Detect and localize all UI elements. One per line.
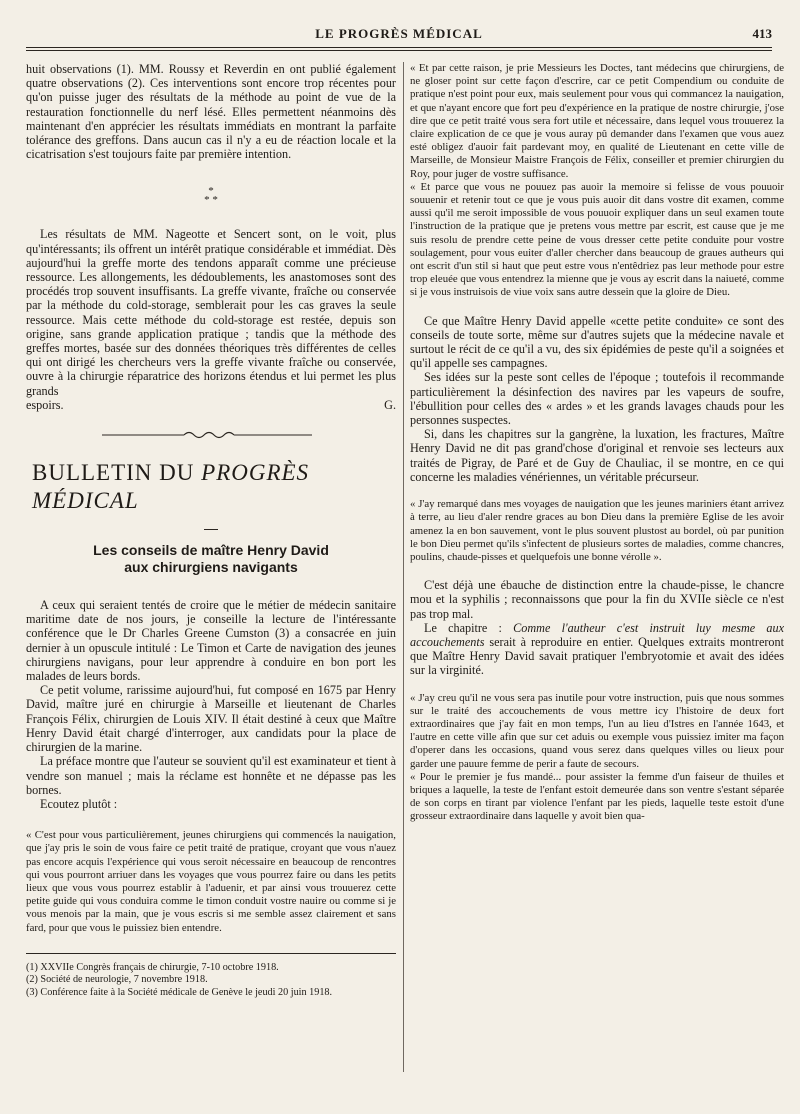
footnote-rule <box>26 953 396 954</box>
paragraph: Ecoutez plutôt : <box>40 796 118 811</box>
paragraph: Ses idées sur la peste sont celles de l'époque ; toutefois il recommande particulièrement la désinfection des navires par les vapeurs de soufre, l'ébullition pour celles des « ardes » et les grands lavages chauds pour les personnes suspectes. <box>410 370 784 428</box>
paragraph-end: espoirs. <box>26 397 64 412</box>
paragraph: Le chapitre : Comme l'autheur c'est instruit luy mesme aux accouchements serait à reproduire en entier. Quelques extraits montreront que Maître Henry David savait pratiquer l'embryotomie et avait des idées sur la virginité. <box>410 620 784 678</box>
footnote: (3) Conférence faite à la Société médicale de Genève le jeudi 20 juin 1918. <box>26 986 333 998</box>
footnote: (1) XXVIIe Congrès français de chirurgie, 7-10 octobre 1918. <box>26 961 279 973</box>
quotation: « C'est pour vous particulièrement, jeunes chirurgiens qui commencés la nauigation, que j'ay pris le soin de vous faire ce petit traité de pratique, croyant que vous n'auez pas encore acquis l'expérience qui vous seroit nécessaire en beaucoup de rencontres qui vous pourront arriuer dans les voyages que vous pourrez faire ou dans les petits lieux que vous vous pourrez establir à l'aduenir, et par ainsi vous trouuerez cette petite guide qui vous conduira comme le timon conduit vostre nauire ou comme si je vous menois par la main, que je vous escris si me semble assez clairement et sans fard, pour que vous le puissiez bien entendre. <box>26 829 396 934</box>
footnote: (2) Société de neurologie, 7 novembre 1918. <box>26 974 208 986</box>
heading-dash <box>204 529 218 530</box>
quotation: « J'ay remarqué dans mes voyages de nauigation que les jeunes mariniers étant arrivez à terre, au lieu d'aler rendre graces au bon Dieu dans la première Eglise de les avoir amenez la en bon sauvement, vont le plus souvent plustost au bordel, où par punition le bon Dieu permet qu'ils s'infectent de plusieurs sortes de maladies, comme chancres, poulins, chaude-pisses et quelquefois une bonne vérolle ». <box>410 498 784 563</box>
left-column <box>26 62 396 1092</box>
paragraph: Ce que Maître Henry David appelle «cette petite conduite» ce sont des conseils de toute sorte, même sur d'autres sujets que la médecine navale et surtout le récit de ce qu'il a vu, des six épidémies de peste qu'il a soignées et qu'il appelle ses campagnes. <box>410 313 784 371</box>
quotation: « J'ay creu qu'il ne vous sera pas inutile pour votre instruction, puis que nous sommes sur le traité des accouchements de vous mettre icy l'histoire de deux fort extraordinaires que j'ay fait en mon temps, l'un au lieu d'Istres en l'année 1643, et l'autre en cette ville afin que sur cet aduis ou exemple vous puissiez imiter ma façon d'operer dans les occasions, quand vous serez dans quelques villes ou lieux pour garder une pauure femme de perir a faute de secours. <box>410 691 784 770</box>
quotation: « Et par cette raison, je prie Messieurs les Doctes, tant médecins que chirurgiens, de ne gloser point sur cette façon d'escrire, car ce petit Compendium ou conduite de pratique n'est point pour eux, mais seulement pour vous qui commancez la nauigation, et que n'ayant encore que fort peu d'expérience en la pratique de nostre chirurgie, j'ose dire que ce petit traité vous sera fort utile et nécessaire, dans lequel vous trouuerez la claire explication de ce que je vous auray pû demander dans l'examen que vous auez esté obligez d'auoir fait pardevant moy, en qualité de Lieutenant en cette ville de Marseille, de Monsieur Maistre François de Félix, conseiller et premier chirurgien du Roy, pour juger de vostre suffisance. <box>410 62 784 180</box>
paragraph: Les résultats de MM. Nageotte et Sencert sont, on le voit, plus qu'intéressants; ils offrent un intérêt pratique considérable et immédiat. Dès aujourd'hui la greffe morte des tendons apparaît comme une précieuse ressource. Les allongements, les dédoublements, les anastomoses sont des procédés trop souvent insuffisants. La greffe vivante, fraîche ou conservée par la méthode du cold-storage, semblerait pour les cas graves la seule ressource. Mais cette méthode du cold-storage est restée, depuis son origine, sans grande application pratique ; tandis que la méthode des greffes mortes, basée sur des données théoriques très différentes de celles qui ont dirigé les chercheurs vers la greffe vivante fraîche ou conservée, ouvre à la chirurgie réparatrice des horizons étendus et lui permet les plus grands <box>26 227 396 398</box>
journal-title: LE PROGRÈS MÉDICAL <box>315 26 483 41</box>
paragraph: Si, dans les chapitres sur la gangrène, la luxation, les fractures, Maître Henry David ne dit pas grand'chose d'original et renvoie ses lecteurs aux traités de Pigray, de Paré et de Guy de Chauliac, il se montre, en ce qui concerne les maladies vénériennes, un véritable précurseur. <box>410 427 784 484</box>
article-title: Les conseils de maître Henry David aux chirurgiens navigants <box>93 542 329 576</box>
paragraph: La préface montre que l'auteur se souvient qu'il est examinateur et tient à vendre son manuel ; mais la réclame est honnête et ne dépasse pas les bornes. <box>26 754 396 797</box>
author-signature: G. <box>384 397 396 412</box>
paragraph: huit observations (1). MM. Roussy et Reverdin en ont publié également quatre observations (2). Ces interventions sont encore trop récentes pour qu'on puisse juger des résultats de la méthode au point de vue de la restauration fonctionnelle du nerf lésé. Elles permettent néanmoins dès maintenant d'en apprécier les résultats immédiats en montrant la parfaite tolérance des greffons. Dans aucun cas il n'y a eu de réaction locale et la cicatrisation s'est toujours faite par première intention. <box>26 62 396 162</box>
quotation: « Et parce que vous ne pouuez pas auoir la memoire si felisse de vous pouuoir souuenir et retenir tout ce que je vous puis auoir dit dans vostre dit examen, comme aussi qu'il me seroit impossible de vous pouuoir expliquer dans un seul examen toute l'instruction de la pratique que je pretens vous mettre par escrit, est cause que je me suis resolu de prendre cette peine de vous dresser cette petite conduite pour vostre soulagement, pour vous euiter d'aller chercher dans beaucoup de graues autheurs qui ont escrit d'un stil si haut que peut estre vous n'entêdriez pas leur methode pour estre trop eleuée que vous entendrez la mienne que je vous ay escrit dans la naiueté, comme si je vous instruisois de viue voix sans autre dessein que la gloire de Dieu. <box>410 180 784 299</box>
signature-line <box>26 398 396 412</box>
ornament-divider <box>102 430 312 440</box>
header-rule <box>26 47 772 51</box>
paragraph: A ceux qui seraient tentés de croire que le métier de médecin sanitaire maritime date de nos jours, je conseille la lecture de l'intéressante conférence que le Dr Charles Greene Cumston (3) a consacrée en juin dernier à un opuscule intitulé : Le Timon et Carte de navigation des jeunes chirurgiens navigans, pour leur apprendre à conduire en bon port les malades de leurs bords. <box>26 598 396 684</box>
paragraph: C'est déjà une ébauche de distinction entre la chaude-pisse, le chancre mou et la syphilis ; reconnaissons que pour la fin du XVIIe siècle ce n'est pas trop mal. <box>410 578 784 621</box>
right-column <box>410 62 784 1092</box>
running-header <box>26 26 772 46</box>
column-separator <box>403 62 404 1072</box>
quotation: « Pour le premier je fus mandé... pour assister la femme d'un faiseur de thuiles et briques a laquelle, la teste de l'enfant estoit demeurée dans son ventre s'estant séparée de son corps en tirant par violence l'enfant par les pieds, laquelle teste estoit d'une grosseur extraordinaire dans laquelle y avoit bien qua- <box>410 770 784 823</box>
page-number: 413 <box>752 26 772 41</box>
section-stars: * * * <box>204 185 218 207</box>
paragraph: Ce petit volume, rarissime aujourd'hui, fut composé en 1675 par Henry David, maître juré en chirurgie à Marseille et lieutenant de Charles François Félix, chirurgien de Louis XIV. Il était destiné à ceux que Maître Henry David était chargé d'interroger, aux candidats pour la place de chirurgien de la marine. <box>26 683 396 755</box>
bulletin-heading: BULLETIN DU PROGRÈS MÉDICAL <box>32 460 310 514</box>
